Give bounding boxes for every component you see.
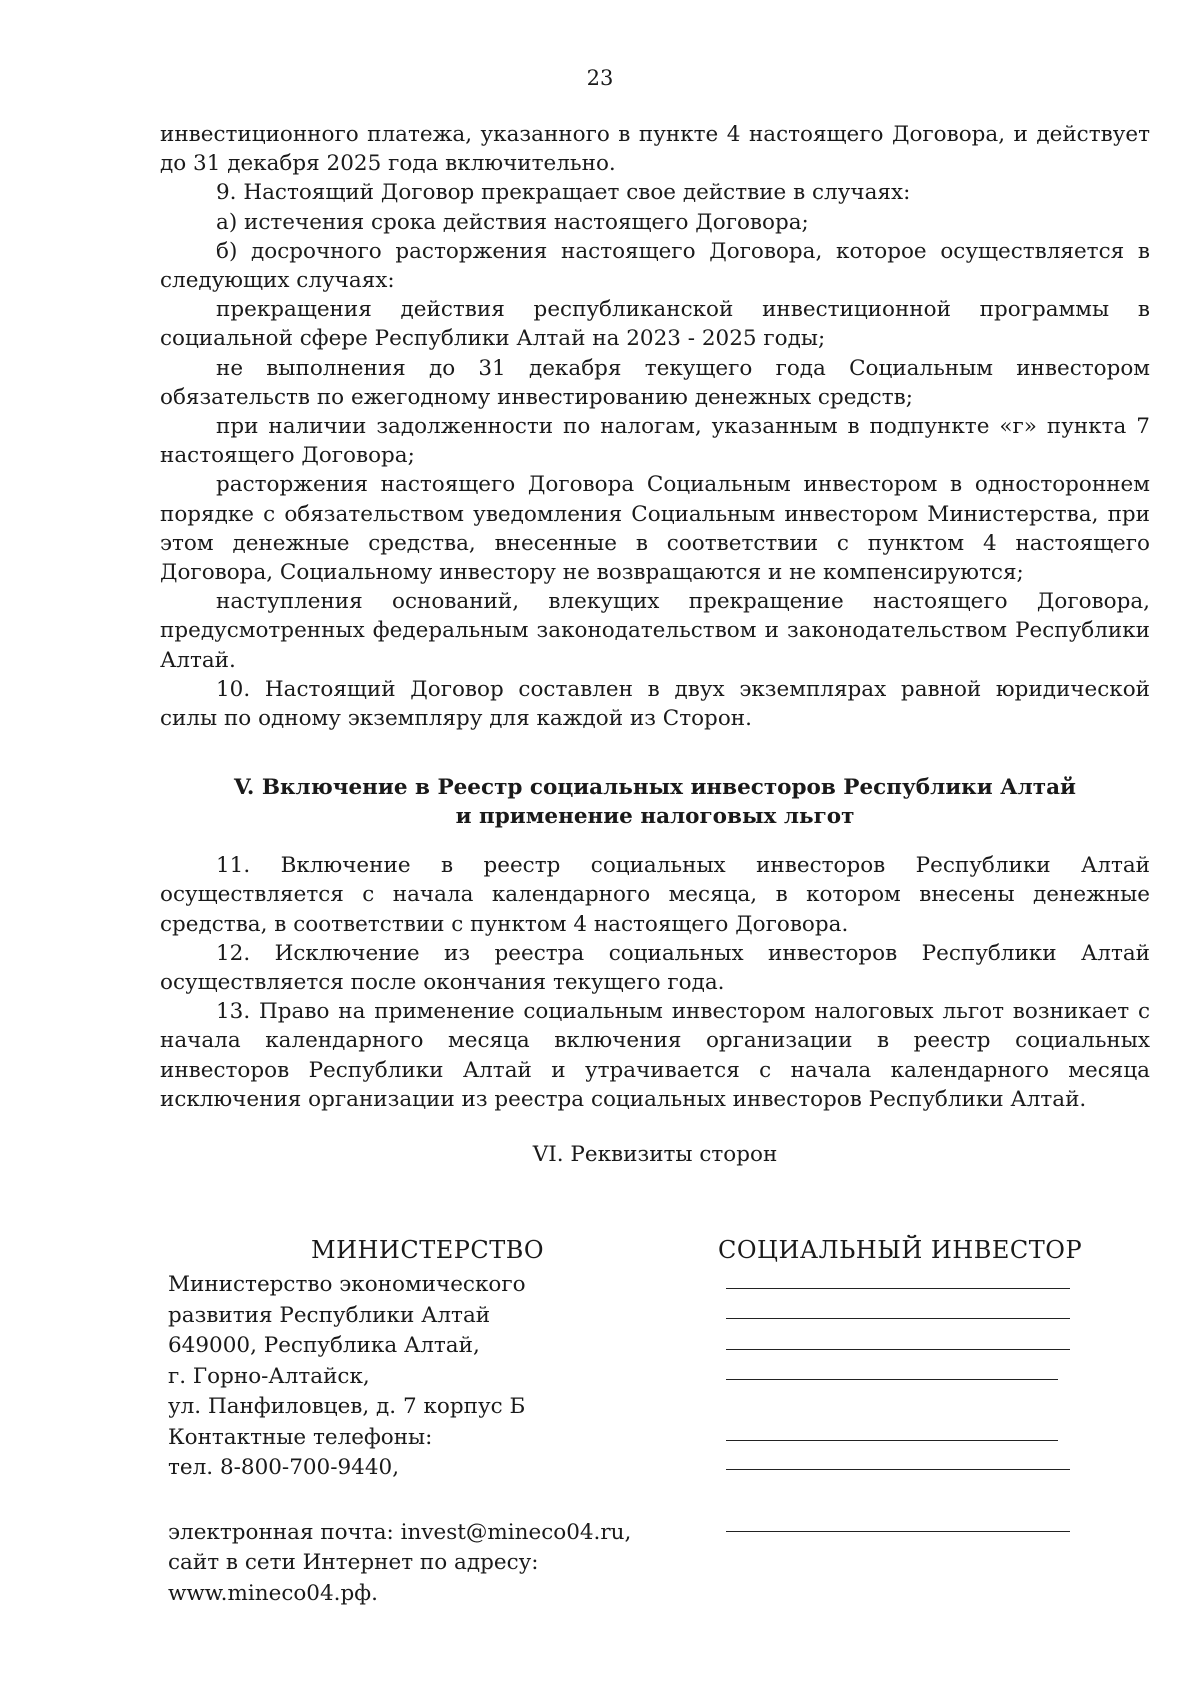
paragraph-9b-item-4: расторжения настоящего Договора Социальным инвестором в одностороннем порядке с обязательством уведомления Социальным инвестором Министерства, при этом денежные средства, внесенные в соответствии с пунктом 4 настоящего Договора, Социальному инвестору не возвращаются и не компенсируются;: [160, 472, 1150, 586]
paragraph-9b: б) досрочного расторжения настоящего Договора, которое осуществляется в следующих случаях:: [160, 238, 1150, 294]
investor-blank-line: [726, 1349, 1070, 1350]
section-5-heading: [160, 773, 1150, 831]
ministry-line: тел. 8-800-700-9440,: [168, 1455, 400, 1480]
paragraph-10: 10. Настоящий Договор составлен в двух экземплярах равной юридической силы по одному экземпляру для каждой из Сторон.: [160, 676, 1150, 732]
investor-blank-line: [726, 1440, 1058, 1441]
contract-body: [160, 120, 1150, 1189]
paragraph-9: 9. Настоящий Договор прекращает свое действие в случаях:: [216, 180, 911, 206]
section-5-heading-line-2: и применение налоговых льгот: [455, 804, 855, 830]
investor-blank-line: [726, 1288, 1070, 1289]
ministry-line: электронная почта: invest@mineco04.ru,: [168, 1519, 632, 1545]
paragraph-9b-item-5: наступления оснований, влекущих прекращение настоящего Договора, предусмотренных федеральным законодательством и законодательством Республики Алтай.: [160, 589, 1150, 673]
paragraph-9b-item-2: не выполнения до 31 декабря текущего года Социальным инвестором обязательств по ежегодному инвестированию денежных средств;: [160, 355, 1150, 410]
ministry-heading: МИНИСТЕРСТВО: [311, 1236, 545, 1264]
investor-heading: СОЦИАЛЬНЫЙ ИНВЕСТОР: [718, 1236, 1083, 1264]
paragraph-9b-item-1: прекращения действия республиканской инвестиционной программы в социальной сфере Республики Алтай на 2023 - 2025 годы;: [160, 297, 1150, 352]
ministry-line: г. Горно-Алтайск,: [168, 1363, 370, 1389]
investor-blank-line: [726, 1469, 1070, 1470]
ministry-line: www.mineco04.рф.: [168, 1580, 378, 1606]
ministry-line: ул. Панфиловцев, д. 7 корпус Б: [168, 1394, 526, 1419]
ministry-column: [168, 1236, 688, 1609]
investor-blank-line: [726, 1531, 1070, 1532]
paragraph-11: 11. Включение в реестр социальных инвесторов Республики Алтай осуществляется с начала календарного месяца, в котором внесены денежные средства, в соответствии с пунктом 4 настоящего Договора.: [160, 853, 1150, 937]
investor-blank-line: [726, 1379, 1058, 1380]
ministry-line: развития Республики Алтай: [168, 1302, 491, 1328]
ministry-line: 649000, Республика Алтай,: [168, 1333, 480, 1358]
ministry-line: Министерство экономического: [168, 1272, 526, 1297]
paragraph-continuation: инвестиционного платежа, указанного в пункте 4 настоящего Договора, и действует до 31 декабря 2025 года включительно.: [160, 122, 1150, 177]
ministry-line: сайт в сети Интернет по адресу:: [168, 1550, 539, 1575]
paragraph-13: 13. Право на применение социальным инвестором налоговых льгот возникает с начала календарного месяца включения организации в реестр социальных инвесторов Республики Алтай и утрачивается с начала календарного месяца исключения организации из реестра социальных инвесторов Республики Алтай.: [160, 999, 1150, 1112]
paragraph-9a: а) истечения срока действия настоящего Договора;: [216, 209, 809, 235]
ministry-line: Контактные телефоны:: [168, 1424, 433, 1450]
investor-column: [690, 1236, 1150, 1270]
investor-blank-line: [726, 1318, 1070, 1319]
paragraph-12: 12. Исключение из реестра социальных инвесторов Республики Алтай осуществляется после окончания текущего года.: [160, 940, 1150, 996]
section-6-heading: VI. Реквизиты сторон: [532, 1142, 778, 1168]
section-5-heading-line-1: V. Включение в Реестр социальных инвесторов Республики Алтай: [233, 775, 1077, 801]
paragraph-9b-item-3: при наличии задолженности по налогам, указанным в подпункте «г» пункта 7 настоящего Договора;: [160, 414, 1150, 469]
page-number: 23: [586, 66, 614, 90]
